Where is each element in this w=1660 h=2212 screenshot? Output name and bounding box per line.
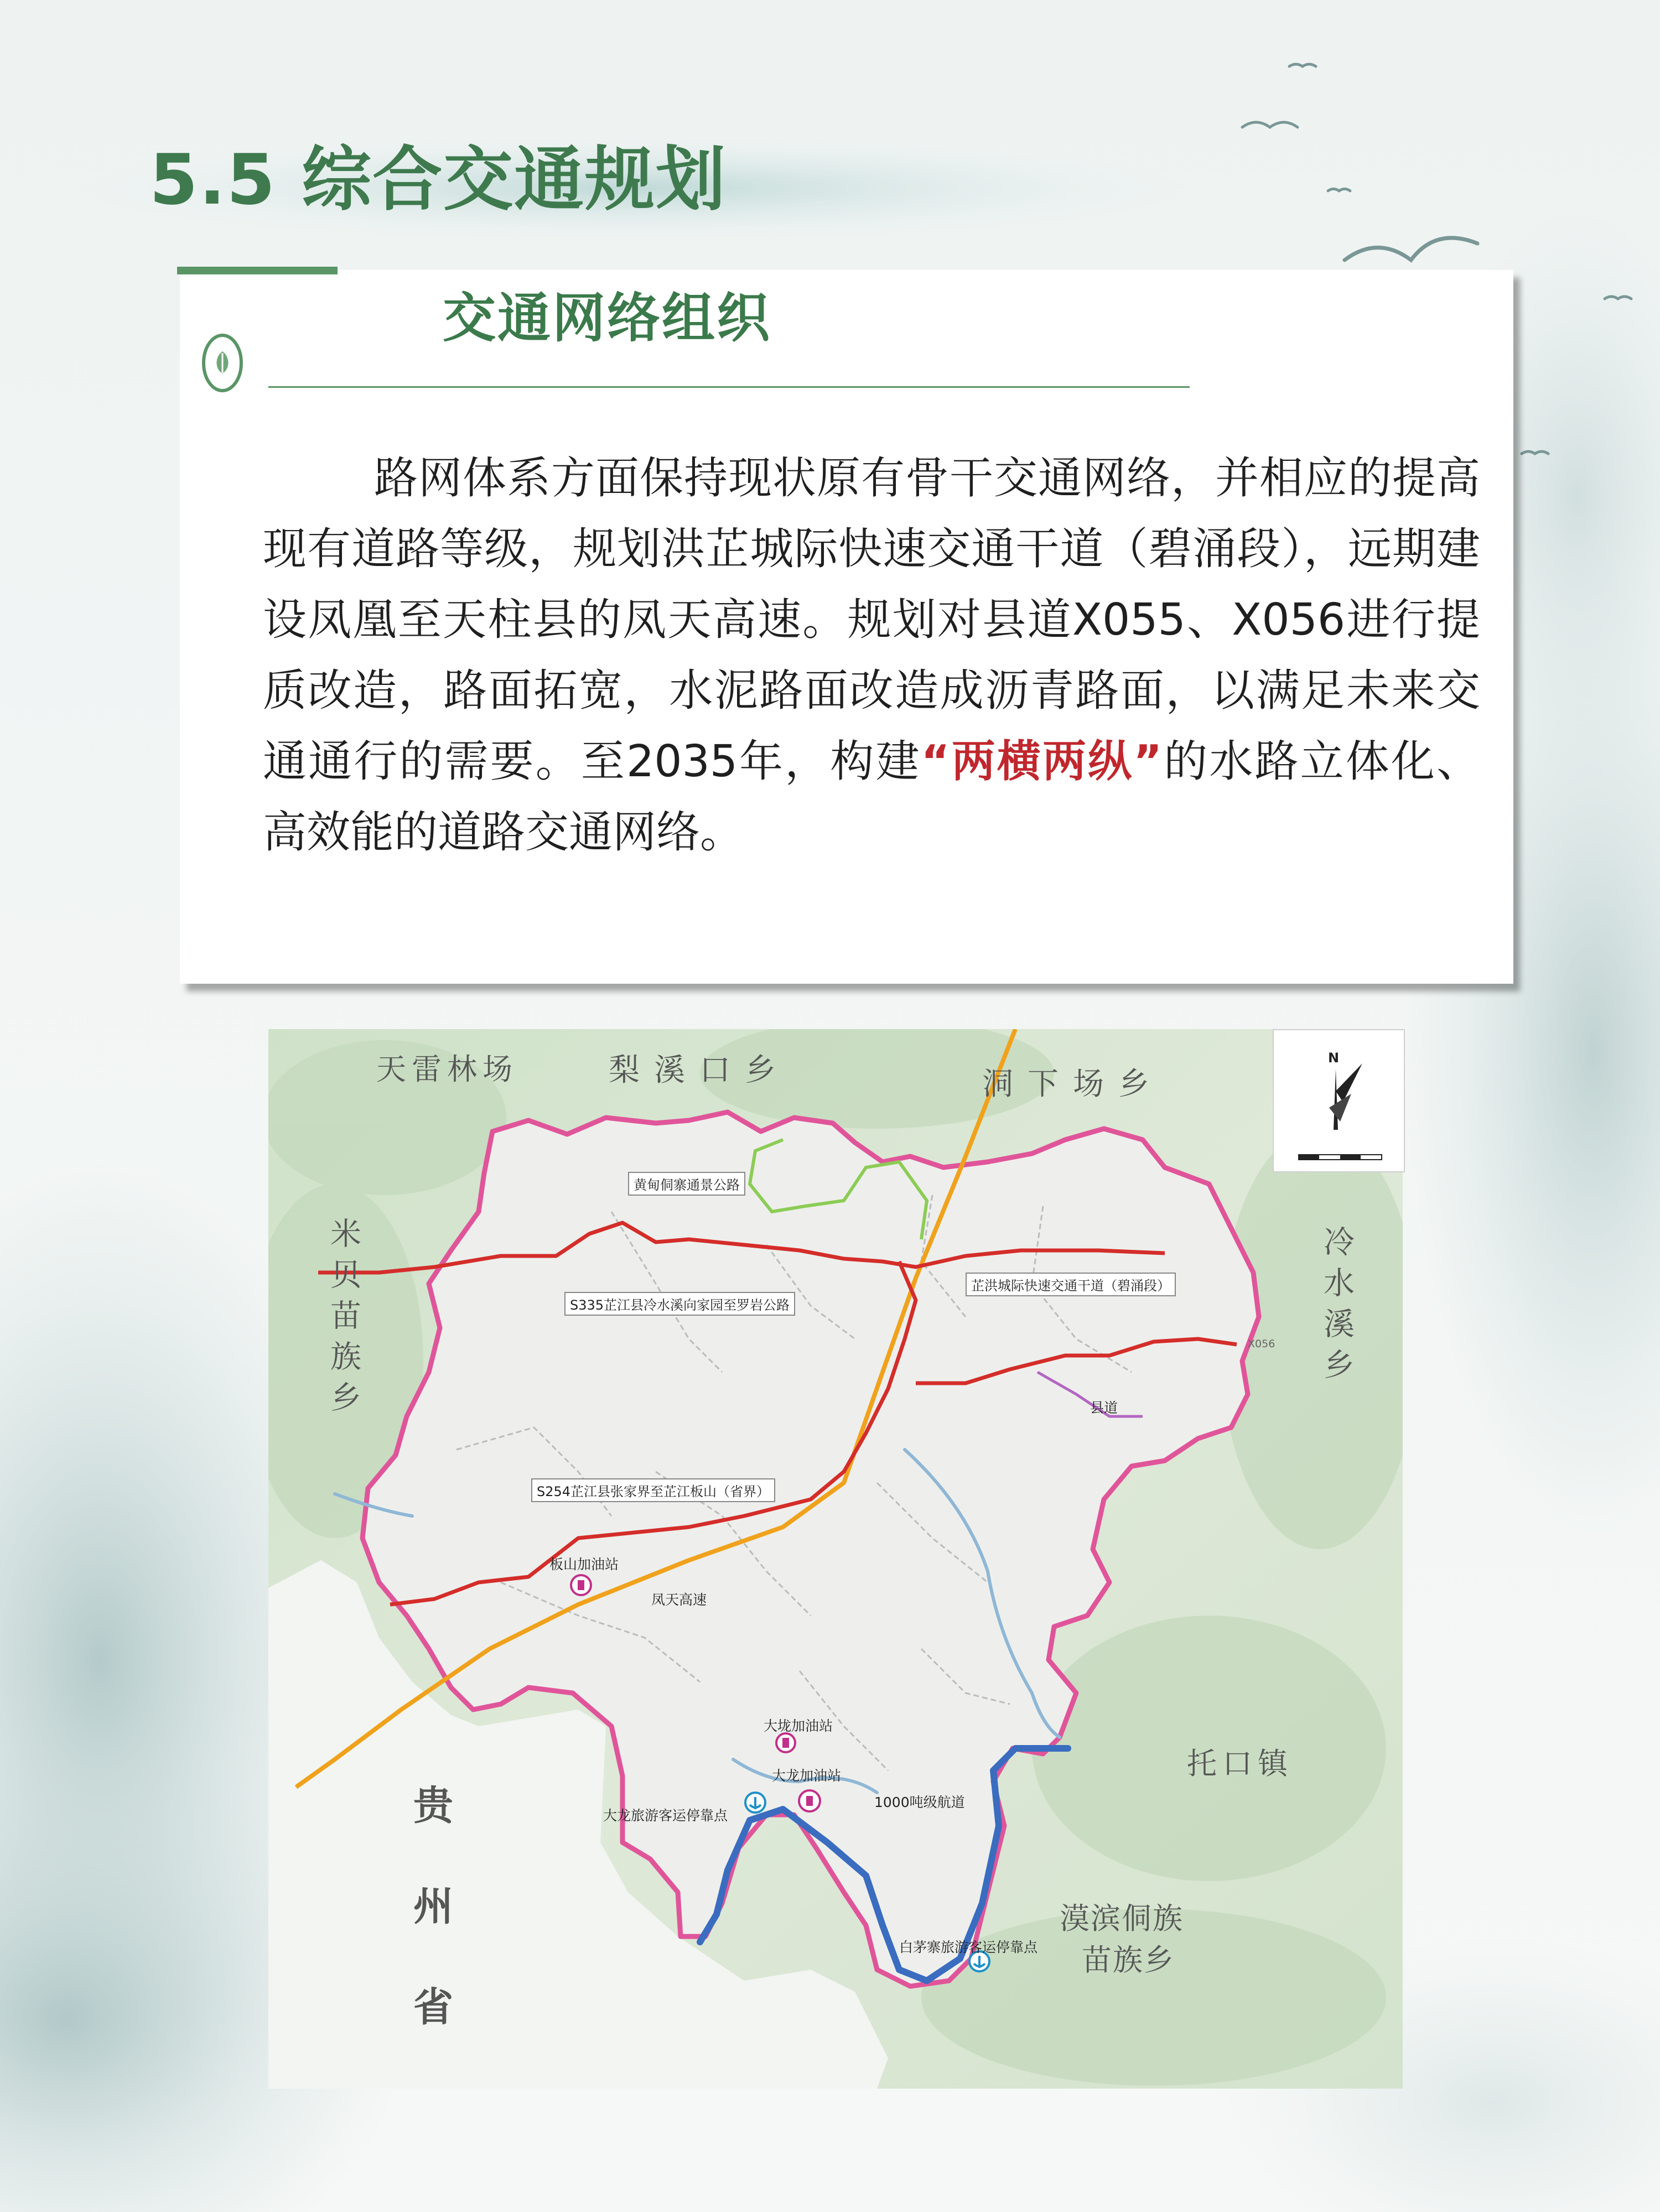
label-hanbin-1: 漠滨侗族 — [1060, 1901, 1184, 1936]
gas-station-marker-dalong — [799, 1790, 820, 1811]
label-dalong-gas: 大龙加油站 — [772, 1768, 842, 1784]
card-heading: 交通网络组织 — [443, 287, 771, 349]
label-waterway: 1000吨级航道 — [874, 1794, 965, 1810]
paragraph-text-post: 的水路立体化、高效能的道路交通网络。 — [263, 736, 1481, 858]
label-huangdang-road: 黄甸侗寨通景公路 — [628, 1172, 745, 1196]
compass-icon — [1274, 1030, 1404, 1171]
label-dalong-dock: 大龙旅游客运停靠点 — [603, 1808, 728, 1824]
dock-marker-dalong — [745, 1793, 765, 1813]
label-dalong-town-gas: 大垅加油站 — [764, 1718, 833, 1734]
card-paragraph — [263, 443, 1480, 868]
label-fengtian-expressway: 凤天高速 — [651, 1592, 707, 1608]
paragraph-text-pre: 路网体系方面保持现状原有骨干交通网络，并相应的提高现有道路等级，规划洪芷城际快速交通干道（碧涌段），远期建设凤凰至天柱县的凤天高速。规划对县道X055、X056进行提质改造，路面拓宽，水泥路面改造成沥青路面，以满足未来交通通行的需要。至2035年，构建 — [263, 453, 1480, 787]
card-accent-bar — [177, 267, 338, 274]
label-baimao-dock: 白茅寨旅游客运停靠点 — [899, 1939, 1038, 1955]
north-arrow-compass — [1273, 1029, 1405, 1172]
label-banshan-gas: 板山加油站 — [549, 1556, 619, 1572]
card-heading-rule — [268, 386, 1190, 388]
gas-station-marker-banshan — [571, 1575, 591, 1595]
label-zhihong-road: 芷洪城际快速交通干道（碧涌段） — [966, 1273, 1176, 1296]
label-mibei: 米贝苗族乡 — [325, 1217, 361, 1422]
svg-text:X056: X056 — [1248, 1338, 1275, 1350]
label-tianlei: 天雷林场 — [376, 1052, 518, 1087]
label-lixikou: 梨溪口乡 — [609, 1052, 790, 1088]
label-lengshuixi: 冷水溪乡 — [1319, 1226, 1355, 1389]
label-guizhou: 贵州省 — [407, 1784, 453, 2086]
label-county-road: 县道 — [1090, 1400, 1118, 1416]
label-tuokou: 托口镇 — [1187, 1746, 1293, 1781]
label-s254-road: S254芷江县张家界至芷江板山（省界） — [531, 1478, 775, 1502]
transport-map — [268, 1029, 1403, 2089]
gas-station-marker-dalong-town — [776, 1733, 795, 1752]
label-s335-road: S335芷江县冷水溪向家园至罗岩公路 — [564, 1292, 795, 1316]
label-dongxiachang: 洞下场乡 — [982, 1066, 1164, 1102]
section-title: 5.5 综合交通规划 — [149, 139, 727, 220]
paragraph-emphasis: “两横两纵” — [921, 736, 1163, 787]
compass-north-label: N — [1328, 1050, 1340, 1066]
leaf-icon — [200, 332, 245, 394]
label-hanbin-2: 苗族乡 — [1082, 1943, 1175, 1977]
